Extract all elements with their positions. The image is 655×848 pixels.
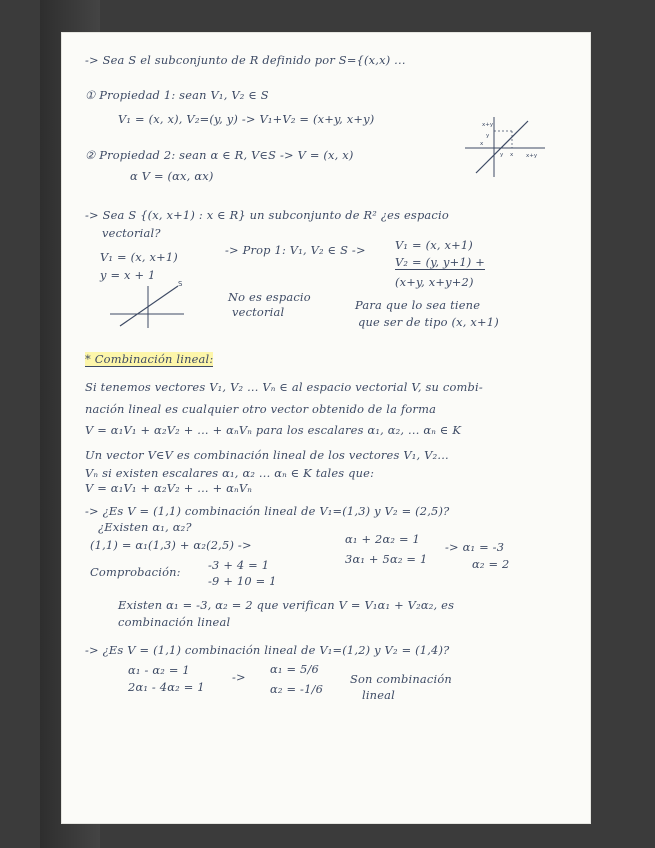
line-11: V₁ = (x, x+1): [395, 238, 473, 252]
graph1-label-3: x: [480, 141, 484, 147]
line-18: [85, 352, 213, 366]
line-24: V = α₁V₁ + α₂V₂ + ... + αₙVₙ: [85, 481, 253, 495]
line-39: 2α₁ - 4α₂ = 1: [128, 680, 205, 694]
line-2: ① Propiedad 1: sean V₁, V₂ ∈ S: [85, 88, 269, 102]
line-44: lineal: [362, 688, 395, 702]
line-41: α₁ = 5/6: [270, 662, 319, 676]
line-21: V = α₁V₁ + α₂V₂ + ... + αₙVₙ para los escalares α₁, α₂, ... αₙ ∈ K: [85, 423, 462, 437]
line-31: α₂ = 2: [472, 557, 510, 571]
line-8: V₁ = (x, x+1): [100, 250, 178, 264]
line-6: -> Sea S {(x, x+1) : x ∈ R} un subconjunto de R² ¿es espacio: [85, 208, 449, 222]
line-28: α₁ + 2α₂ = 1: [345, 532, 420, 546]
line-3: V₁ = (x, x), V₂=(y, y) -> V₁+V₂ = (x+y, x+y): [118, 112, 375, 126]
line-40: ->: [232, 670, 246, 684]
line-7: vectorial?: [102, 226, 161, 240]
line-32: Comprobación:: [90, 565, 181, 579]
line-35: Existen α₁ = -3, α₂ = 2 que verifican V = V₁α₁ + V₂α₂, es: [118, 598, 455, 612]
line-5: α V = (αx, αx): [130, 169, 214, 183]
line-9: y = x + 1: [100, 268, 156, 282]
line-25: -> ¿Es V = (1,1) combinación lineal de V₁=(1,3) y V₂ = (2,5)?: [85, 504, 450, 518]
line-20: nación lineal es cualquier otro vector obtenido de la forma: [85, 402, 437, 416]
line-10: -> Prop 1: V₁, V₂ ∈ S ->: [225, 243, 366, 257]
line-42: α₂ = -1/6: [270, 682, 324, 696]
line-37: -> ¿Es V = (1,1) combinación lineal de V₁=(1,2) y V₂ = (1,4)?: [85, 643, 450, 657]
line-13: (x+y, x+y+2): [395, 275, 474, 289]
line-1: -> Sea S el subconjunto de R definido por S={(x,x) ...: [85, 53, 406, 67]
section-title-combinacion-lineal: * Combinación lineal:: [85, 352, 214, 366]
line-30: -> α₁ = -3: [445, 540, 505, 554]
line-36: combinación lineal: [118, 615, 231, 629]
line-43: Son combinación: [350, 672, 452, 686]
graph1-label-4: y: [500, 152, 504, 158]
graph-shifted-line: [108, 280, 188, 330]
line-23: Vₙ si existen escalares α₁, α₂ ... αₙ ∈ K tales que:: [85, 466, 375, 480]
line-4: ② Propiedad 2: sean α ∈ R, V∈S -> V = (x, x): [85, 148, 354, 162]
line-16: Para que lo sea tiene: [355, 298, 481, 312]
line-12: V₂ = (y, y+1) +: [395, 255, 486, 269]
line-27: (1,1) = α₁(1,3) + α₂(2,5) ->: [90, 538, 252, 552]
graph1-label-5: x: [510, 152, 514, 158]
graph2-label: S: [178, 280, 183, 288]
line-38: α₁ - α₂ = 1: [128, 663, 190, 677]
graph1-label-6: x+y: [526, 153, 538, 159]
line-17: que ser de tipo (x, x+1): [358, 315, 499, 329]
line-22: Un vector V∈V es combinación lineal de los vectores V₁, V₂...: [85, 448, 449, 462]
line-14: No es espacio: [228, 290, 311, 304]
line-19: Si tenemos vectores V₁, V₂ ... Vₙ ∈ al espacio vectorial V, su combi-: [85, 380, 483, 394]
line-26: ¿Existen α₁, α₂?: [98, 520, 192, 534]
graph-identity-line: [460, 115, 550, 180]
graph1-label-1: x+y: [482, 122, 494, 128]
line-15: vectorial: [232, 305, 285, 319]
line-34: -9 + 10 = 1: [208, 574, 277, 588]
line-29: 3α₁ + 5α₂ = 1: [345, 552, 428, 566]
graph1-label-2: y: [486, 133, 490, 139]
line-33: -3 + 4 = 1: [208, 558, 270, 572]
